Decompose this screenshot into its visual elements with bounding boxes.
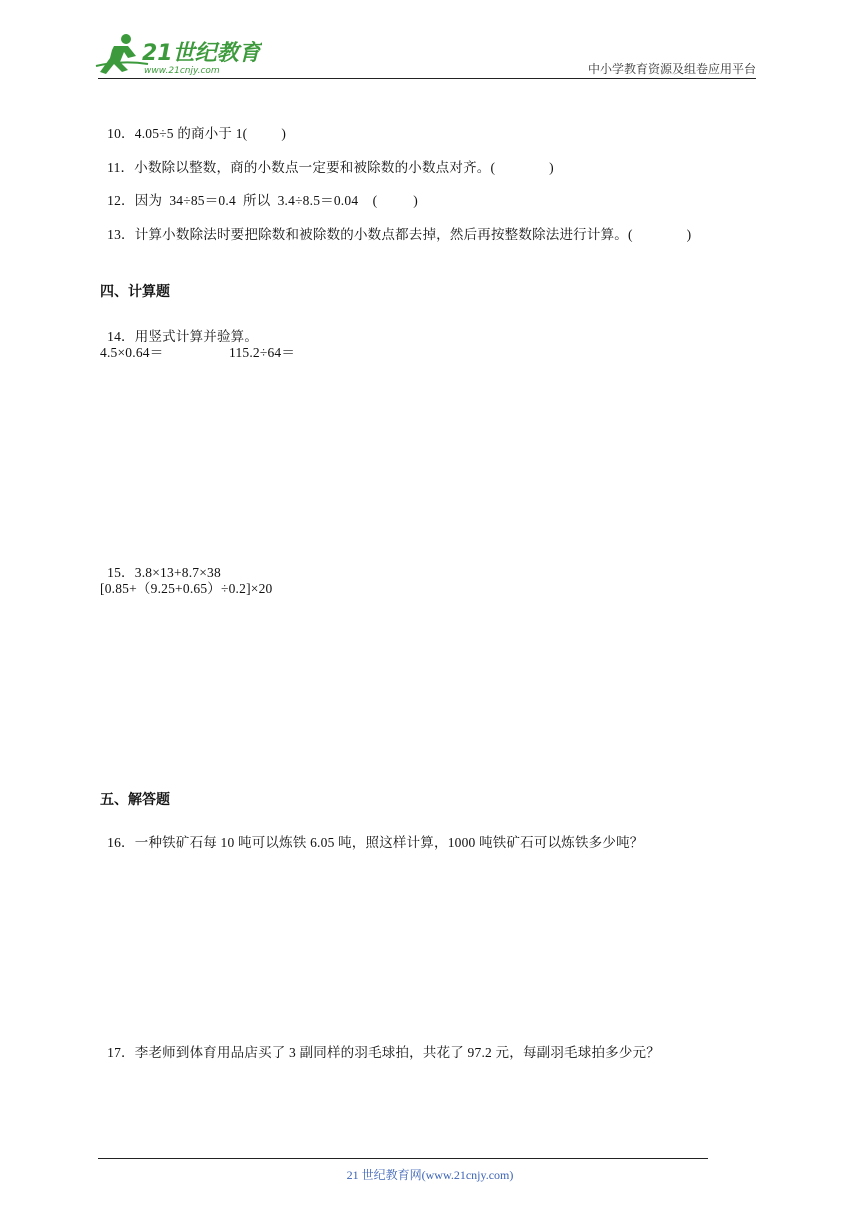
question-16: [100, 816, 643, 852]
calc-item-1: 4.5×0.64＝: [100, 345, 164, 360]
question-number: 14．: [107, 329, 135, 344]
question-text: 3.8×13+8.7×38: [134, 565, 221, 580]
question-12: [100, 174, 418, 210]
runner-icon: [92, 30, 262, 82]
footer-divider: [98, 1158, 708, 1159]
logo-url: www.21cnjy.com: [144, 66, 220, 76]
question-text: 李老师到体育用品店买了 3 副同样的羽毛球拍，共花了 97.2 元，每副羽毛球拍多少元？: [134, 1045, 660, 1060]
question-number: 13．: [107, 227, 135, 242]
section-title-calc: 四、计算题: [100, 284, 170, 300]
logo-text: 21世纪教育: [142, 41, 261, 66]
question-number: 15．: [107, 565, 135, 580]
paren-close: ): [686, 227, 692, 242]
header-divider: [98, 78, 756, 79]
question-number: 10．: [107, 126, 135, 141]
question-text: 小数除以整数，商的小数点一定要和被除数的小数点对齐。(: [134, 160, 496, 175]
paren-close: ): [413, 193, 418, 208]
question-number: 16．: [107, 835, 135, 850]
question-17: [100, 1026, 660, 1062]
question-number: 12．: [107, 193, 135, 208]
question-15: [100, 546, 221, 582]
question-10: [100, 107, 286, 143]
question-text: 计算小数除法时要把除数和被除数的小数点都去掉，然后再按整数除法进行计算。(: [134, 227, 633, 242]
calc-expression: [0.85+（9.25+0.65）÷0.2]×20: [100, 581, 273, 596]
question-14: [100, 310, 258, 346]
paren-close: ): [281, 126, 287, 141]
question-text: 一种铁矿石每 10 吨可以炼铁 6.05 吨，照这样计算，1000 吨铁矿石可以炼铁多少吨？: [134, 835, 644, 850]
paren-close: ): [549, 160, 554, 175]
question-text: 4.05÷5 的商小于 1(: [134, 126, 248, 141]
question-text: 因为 34÷85＝0.4 所以 3.4÷8.5＝0.04 (: [134, 193, 378, 208]
site-logo: [92, 30, 262, 82]
question-11: [100, 141, 554, 177]
question-13: [100, 208, 691, 244]
calc-item-2: 115.2÷64＝: [229, 345, 296, 360]
section-title-solve: 五、解答题: [100, 792, 170, 808]
question-text: 用竖式计算并验算。: [134, 329, 259, 344]
footer-link[interactable]: 21 世纪教育网(www.21cnjy.com): [346, 1168, 514, 1182]
question-number: 17．: [107, 1045, 135, 1060]
question-number: 11．: [107, 160, 135, 175]
platform-name: 中小学教育资源及组卷应用平台: [587, 62, 756, 76]
